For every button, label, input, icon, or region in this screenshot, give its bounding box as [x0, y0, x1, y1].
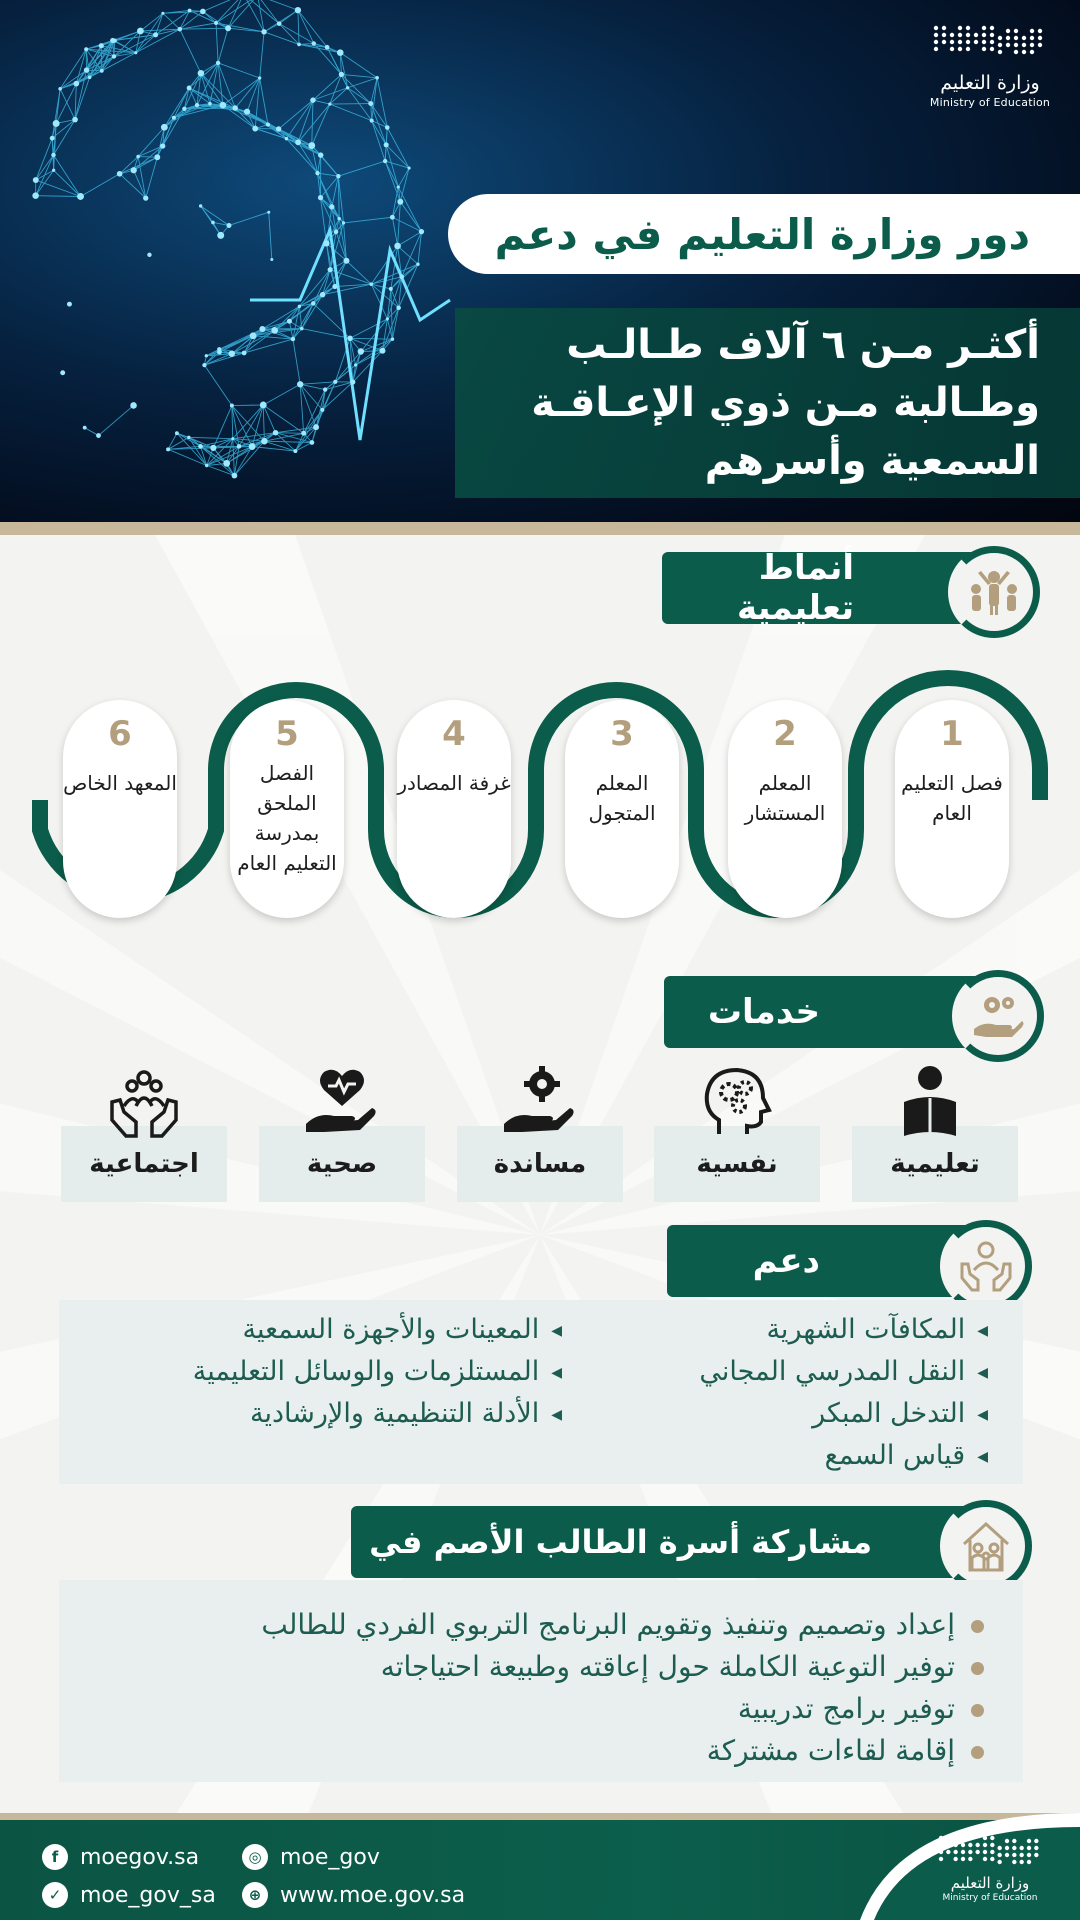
section-header-patterns — [662, 548, 982, 628]
hand-gear-icon — [500, 1062, 580, 1142]
reading-person-icon — [890, 1062, 970, 1142]
pattern-number: 5 — [275, 714, 299, 754]
family-item-label: إقامة لقاءات مشتركة — [706, 1734, 955, 1767]
pattern-card — [63, 700, 177, 918]
pattern-label: المعلم المستشار — [744, 771, 826, 825]
hero-subtitle — [455, 308, 1080, 498]
support-item — [250, 1398, 562, 1429]
support-item-label: النقل المدرسي المجاني — [699, 1356, 966, 1387]
support-item-label: التدخل المبكر — [812, 1398, 966, 1429]
family-house-icon — [940, 1500, 1032, 1592]
triangle-bullet-icon: ◀ — [551, 1322, 562, 1339]
triangle-bullet-icon: ◀ — [977, 1406, 988, 1423]
pattern-card — [728, 700, 842, 918]
hand-heart-icon — [302, 1062, 382, 1142]
pattern-card — [230, 700, 344, 918]
moe-logo-dots — [935, 1832, 1045, 1866]
support-item — [699, 1356, 988, 1387]
triangle-bullet-icon: ◀ — [977, 1364, 988, 1381]
pattern-label: فصل التعليم العام — [901, 771, 1003, 825]
logo-arabic: وزارة التعليم — [950, 1874, 1030, 1892]
service-label: اجتماعية — [89, 1149, 199, 1179]
bullet-dot — [971, 1704, 984, 1717]
instagram-icon: ◎ — [242, 1844, 268, 1870]
website-url: www.moe.gov.sa — [280, 1882, 466, 1908]
head-gears-icon — [697, 1062, 777, 1142]
twitter-handle: moe_gov_sa — [80, 1882, 216, 1908]
triangle-bullet-icon: ◀ — [977, 1448, 988, 1465]
subtitle-line: أكثـر مـن ٦ آلاف طـالـب — [566, 322, 1040, 368]
pattern-number: 1 — [940, 714, 964, 754]
logo-english: Ministry of Education — [929, 96, 1051, 109]
bullet-dot — [971, 1662, 984, 1675]
hero-banner — [0, 0, 1080, 522]
support-item-label: الأدلة التنظيمية والإرشادية — [250, 1398, 540, 1429]
family-item — [381, 1650, 984, 1683]
pattern-card — [895, 700, 1009, 918]
hand-gears-icon — [952, 970, 1044, 1062]
service-label: مساندة — [493, 1149, 587, 1179]
twitter-icon: ✓ — [42, 1882, 68, 1908]
pattern-card — [397, 700, 511, 918]
support-item — [766, 1314, 988, 1345]
subtitle-line: وطـالبة مـن ذوي الإعـاقـة — [531, 380, 1040, 426]
family-item-label: توفير برامج تدريبية — [737, 1692, 955, 1725]
moe-logo-dots — [930, 22, 1050, 62]
pattern-label: غرفة المصادر — [397, 771, 511, 795]
pattern-card — [565, 700, 679, 918]
support-item-label: المستلزمات والوسائل التعليمية — [192, 1356, 540, 1387]
pattern-label: المعهد الخاص — [63, 771, 177, 795]
pattern-label: المعلم المتجول — [588, 771, 656, 825]
hands-person-icon — [940, 1220, 1032, 1312]
pattern-number: 2 — [773, 714, 797, 754]
family-item — [707, 1734, 984, 1767]
moe-logo-top — [920, 22, 1060, 109]
subtitle-line: السمعية وأسرهم — [704, 438, 1040, 484]
triangle-bullet-icon: ◀ — [551, 1406, 562, 1423]
section-title: مشاركة أسرة الطالب الأصم في — [369, 1523, 872, 1561]
service-label: نفسية — [696, 1149, 778, 1179]
family-item-label: توفير التوعية الكاملة حول إعاقته وطبيعة احتياجاته — [380, 1650, 955, 1683]
support-item — [243, 1314, 562, 1345]
footer-twitter[interactable] — [42, 1882, 216, 1908]
hero-divider — [0, 522, 1080, 535]
logo-english: Ministry of Education — [942, 1893, 1038, 1903]
support-item-label: المعينات والأجهزة السمعية — [242, 1314, 540, 1345]
support-item-label: المكافآت الشهرية — [766, 1314, 966, 1345]
support-item — [193, 1356, 562, 1387]
logo-arabic: وزارة التعليم — [940, 72, 1040, 94]
globe-icon: ⊕ — [242, 1882, 268, 1908]
bullet-dot — [971, 1620, 984, 1633]
section-title: خدمات — [707, 992, 820, 1032]
triangle-bullet-icon: ◀ — [551, 1364, 562, 1381]
triangle-bullet-icon: ◀ — [977, 1322, 988, 1339]
pattern-number: 6 — [108, 714, 132, 754]
service-label: صحية — [306, 1149, 378, 1179]
footer-website[interactable] — [242, 1882, 465, 1908]
support-item-label: قياس السمع — [824, 1440, 966, 1471]
support-item — [825, 1440, 988, 1471]
support-item — [812, 1398, 988, 1429]
moe-logo-bottom — [930, 1832, 1050, 1903]
family-item-label: إعداد وتصميم وتنفيذ وتقويم البرنامج التربوي الفردي للطالب — [261, 1608, 955, 1641]
facebook-handle: moegov.sa — [80, 1844, 200, 1870]
group-people-icon — [948, 546, 1040, 638]
instagram-handle: moe_gov — [280, 1844, 380, 1870]
section-title: أنماط تعليمية — [736, 548, 854, 628]
family-item — [738, 1692, 984, 1725]
facebook-icon: f — [42, 1844, 68, 1870]
section-header-family — [351, 1506, 980, 1578]
pattern-number: 3 — [610, 714, 634, 754]
section-header-services — [664, 976, 980, 1048]
pattern-label: الفصل الملحق بمدرسة التعليم العام — [237, 761, 337, 875]
section-title: دعم — [752, 1241, 820, 1281]
service-label: تعليمية — [890, 1149, 980, 1179]
hands-people-icon — [104, 1062, 184, 1142]
page-title: دور وزارة التعليم في دعم — [448, 194, 1080, 274]
pattern-number: 4 — [442, 714, 466, 754]
bullet-dot — [971, 1746, 984, 1759]
section-header-support — [667, 1225, 980, 1297]
family-item — [261, 1608, 984, 1641]
footer-instagram[interactable] — [242, 1844, 380, 1870]
footer-facebook[interactable] — [42, 1844, 199, 1870]
